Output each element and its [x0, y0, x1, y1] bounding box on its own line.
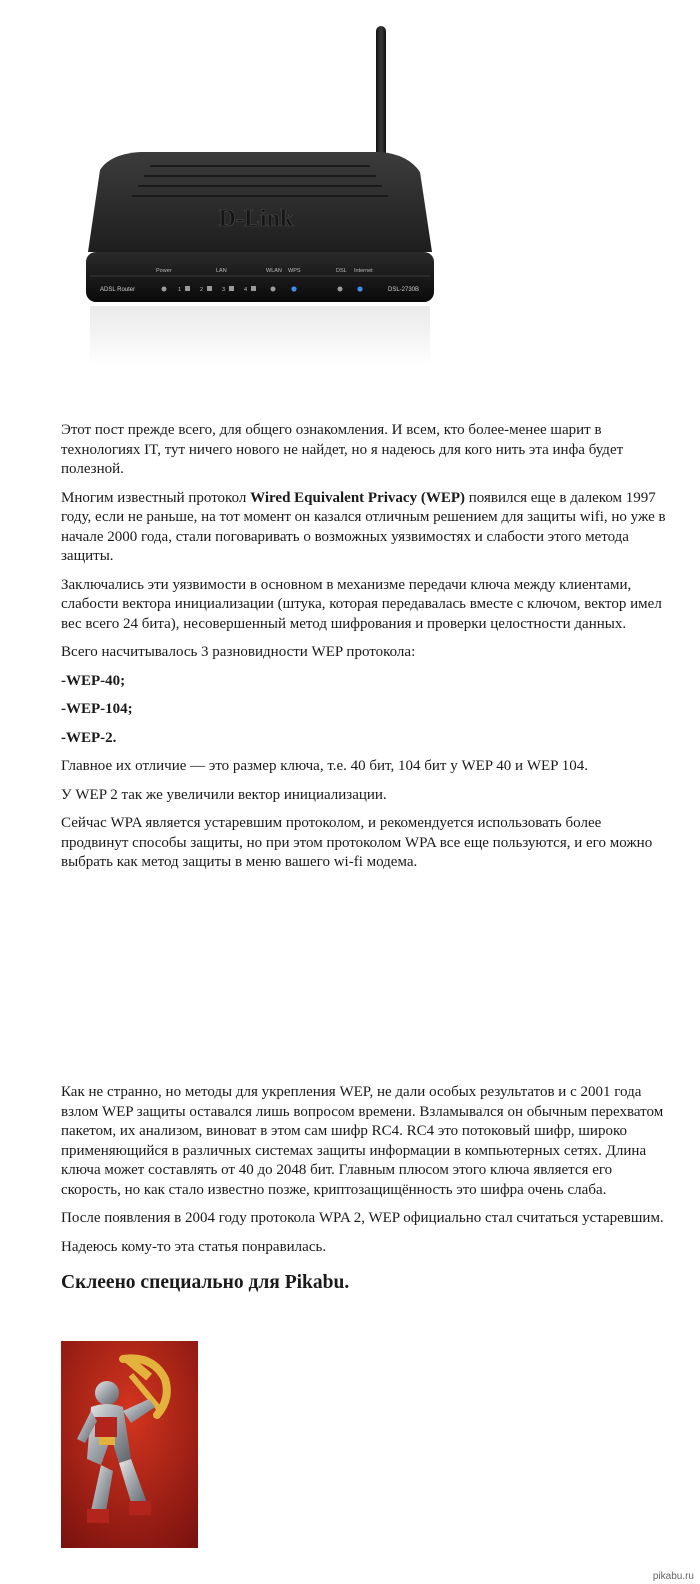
router-model-number: DSL-2730B	[388, 287, 420, 293]
paragraph-wep-history	[61, 489, 666, 567]
router-image	[70, 20, 450, 380]
paragraph-wpa-status: Сейчас WPA является устаревшим протоколом, и рекомендуется использовать более продвинут способы защиты, но при этом протоколом WPA все еще пользуются, и его можно выбрать как метод защиты в меню вашего wi-fi модема.	[61, 815, 653, 870]
comic-poster-image	[61, 1341, 198, 1548]
indicator-label-internet: Internet	[354, 268, 373, 274]
paragraph-rc4: Как не странно, но методы для укрепления WEP, не дали особых результатов и с 2001 года взлом WEP защиты оставался лишь вопросом времени. Взламывался он обычным перехватом пакетом, их анализом, виноват в этом сам шифр RC4. RC4 это потоковый шифр, широко применяющийся в различных системах защиты информации в компьютерных сетях. Длина ключа может составлять от 40 до 2048 бит. Главным плюсом этого ключа является его скорость, но как стало известно позже, криптозащищённость это шифра очень слаба.	[61, 1084, 664, 1198]
variant-wep-40: -WEP-40;	[61, 672, 126, 689]
router-front-panel	[86, 252, 434, 302]
indicator-label-lan: LAN	[216, 268, 227, 274]
article-body-bottom	[61, 1083, 666, 1295]
wlan-led-icon	[271, 287, 276, 292]
lan-led-icon	[207, 286, 212, 291]
indicator-label-dsl: DSL	[336, 268, 347, 274]
router-model-label: ADSL Router	[100, 287, 136, 293]
indicator-label-wlan: WLAN	[266, 268, 282, 274]
port-number-3: 3	[222, 287, 226, 293]
variant-wep-104: -WEP-104;	[61, 701, 133, 717]
paragraph-closing: Надеюсь кому-то эта статья понравилась.	[61, 1238, 327, 1255]
lan-led-icon	[229, 286, 234, 291]
lan-led-icon	[185, 286, 190, 291]
article-body-top	[61, 421, 666, 882]
paragraph-intro: Этот пост прежде всего, для общего ознакомления. И всем, кто более-менее шарит в технологиях IT, тут ничего нового не найдет, но я надеюсь для кого нить эта инфа будет полезной.	[61, 422, 624, 477]
dsl-led-icon	[338, 287, 343, 292]
paragraph-vulnerabilities: Заключались эти уязвимости в основном в механизме передачи ключа между клиентами, слабости вектора инициализации (штука, которая передавалась вместе с ключом, вектор имел вес всего 24 бита), несовершенный метод шифрования и проверки целостности данных.	[61, 576, 662, 632]
router-brand-logo: D-Link	[218, 206, 294, 232]
internet-led-icon	[357, 286, 362, 291]
indicator-label-wps: WPS	[288, 268, 301, 274]
pikabu-watermark: pikabu.ru	[652, 1571, 694, 1582]
power-led-icon	[162, 287, 167, 292]
paragraph-variants-intro: Всего насчитывалось 3 разновидности WEP протокола:	[61, 644, 416, 660]
paragraph-key-size: Главное их отличие — это размер ключа, т.е. 40 бит, 104 бит у WEP 40 и WEP 104.	[61, 758, 588, 774]
port-number-4: 4	[244, 287, 248, 293]
text-span: появился еще в далеком 1997 году, если не раньше, на тот момент он казался отличным решением для защиты wifi, но уже в начале 2000 года, стали поговаривать о возможных уязвимостях и слабости этого метода защиты.	[61, 489, 666, 564]
port-number-2: 2	[200, 287, 204, 293]
port-number-1: 1	[178, 287, 182, 293]
lan-led-icon	[251, 286, 256, 291]
pikabu-sign: Склеено специально для Pikabu.	[61, 1272, 350, 1293]
router-reflection	[90, 306, 430, 366]
paragraph-wpa2: После появления в 2004 году протокола WPA 2, WEP официально стал считаться устаревшим.	[61, 1210, 664, 1226]
wep-full-name: Wired Equivalent Privacy (WEP)	[250, 489, 465, 506]
wps-led-icon	[291, 286, 296, 291]
text-span: Многим известный протокол	[61, 489, 251, 506]
indicator-label-power: Power	[156, 268, 172, 274]
variant-wep-2: -WEP-2.	[61, 729, 117, 746]
paragraph-wep2-vector: У WEP 2 так же увеличили вектор инициализации.	[61, 786, 387, 803]
